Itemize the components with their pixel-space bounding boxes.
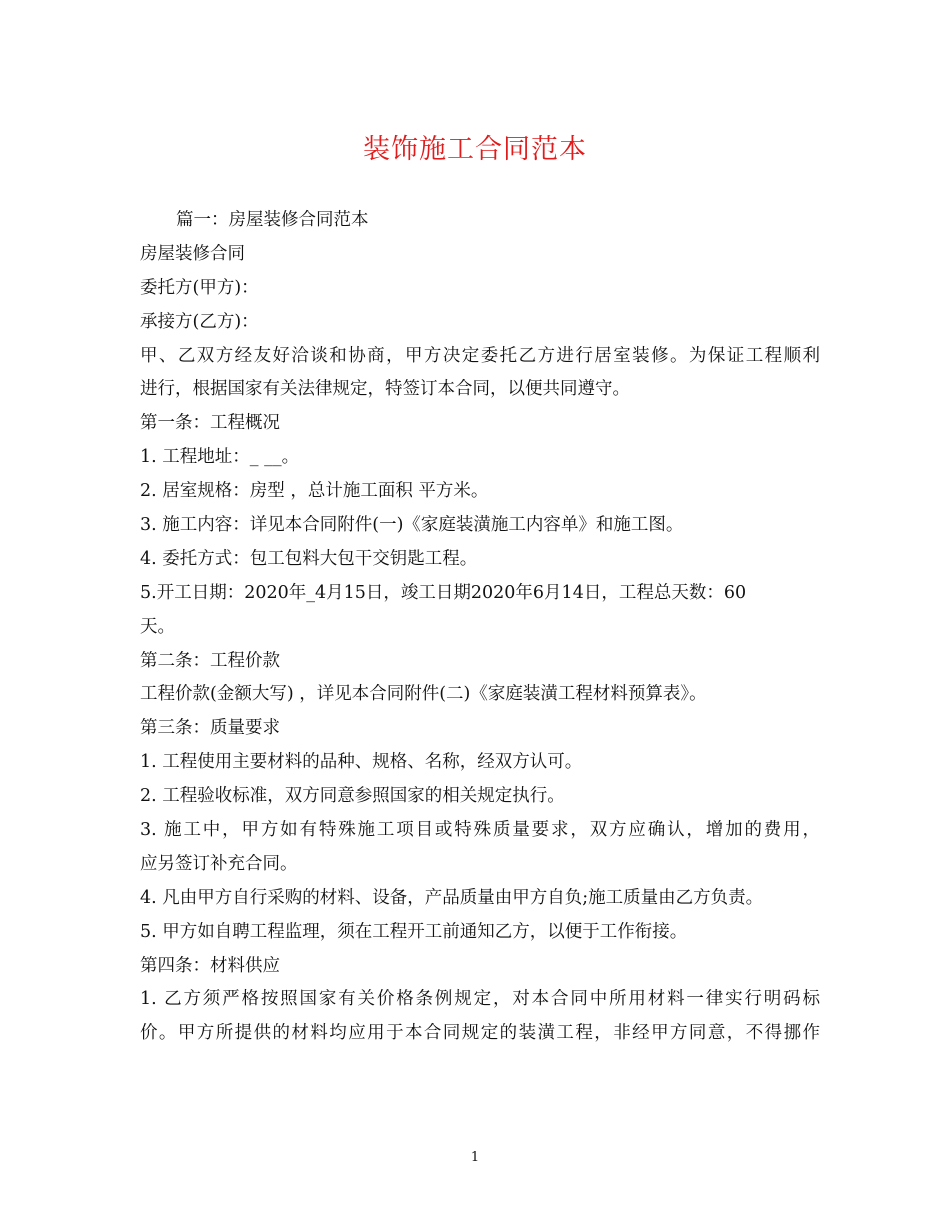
article-heading: 第二条：工程价款: [140, 650, 280, 671]
clause-line: 2. 工程验收标准，双方同意参照国家的相关规定执行。: [140, 786, 565, 807]
clause-line: 3. 施工中，甲方如有特殊施工项目或特殊质量要求，双方应确认，增加的费用，: [140, 820, 820, 841]
section-heading: 篇一：房屋装修合同范本: [176, 210, 369, 230]
clause-line: 1. 工程地址：_ __。: [140, 447, 300, 468]
clause-line: 1. 乙方须严格按照国家有关价格条例规定，对本合同中所用材料一律实行明码标: [140, 989, 820, 1010]
clause-line: 3. 施工内容：详见本合同附件(一)《家庭装潢施工内容单》和施工图。: [140, 515, 684, 536]
clause-line: 工程价款(金额大写) ，详见本合同附件(二)《家庭装潢工程材料预算表》。: [140, 684, 707, 705]
article-heading: 第三条：质量要求: [140, 718, 280, 739]
clause-line: 4. 凡由甲方自行采购的材料、设备，产品质量由甲方自负;施工质量由乙方负责。: [140, 887, 764, 908]
document-title: 装饰施工合同范本: [363, 134, 587, 165]
clause-line: 价。甲方所提供的材料均应用于本合同规定的装潢工程，非经甲方同意，不得挪作: [140, 1023, 820, 1044]
contract-name: 房屋装修合同: [140, 243, 245, 264]
clause-line: 2. 居室规格：房型 ，总计施工面积 平方米。: [140, 481, 489, 502]
page-number: 1: [470, 1150, 480, 1165]
preamble-line: 甲、乙双方经友好洽谈和协商，甲方决定委托乙方进行居室装修。为保证工程顺利: [140, 345, 820, 366]
party-a-line: 委托方(甲方)：: [140, 277, 259, 298]
document-body: [140, 204, 820, 1051]
clause-line: 5.开工日期：2020年_4月15日，竣工日期2020年6月14日，工程总天数：60: [140, 582, 747, 603]
clause-line: 天。: [140, 616, 175, 637]
clause-line: 4. 委托方式：包工包料大包干交钥匙工程。: [140, 548, 478, 569]
preamble-line: 进行，根据国家有关法律规定，特签订本合同，以便共同遵守。: [140, 379, 630, 400]
clause-line: 1. 工程使用主要材料的品种、规格、名称，经双方认可。: [140, 752, 583, 773]
article-heading: 第四条：材料供应: [140, 955, 280, 976]
party-b-line: 承接方(乙方)：: [140, 311, 259, 332]
article-heading: 第一条：工程概况: [140, 413, 280, 434]
clause-line: 应另签订补充合同。: [140, 853, 298, 874]
clause-line: 5. 甲方如自聘工程监理，须在工程开工前通知乙方，以便于工作衔接。: [140, 921, 688, 942]
